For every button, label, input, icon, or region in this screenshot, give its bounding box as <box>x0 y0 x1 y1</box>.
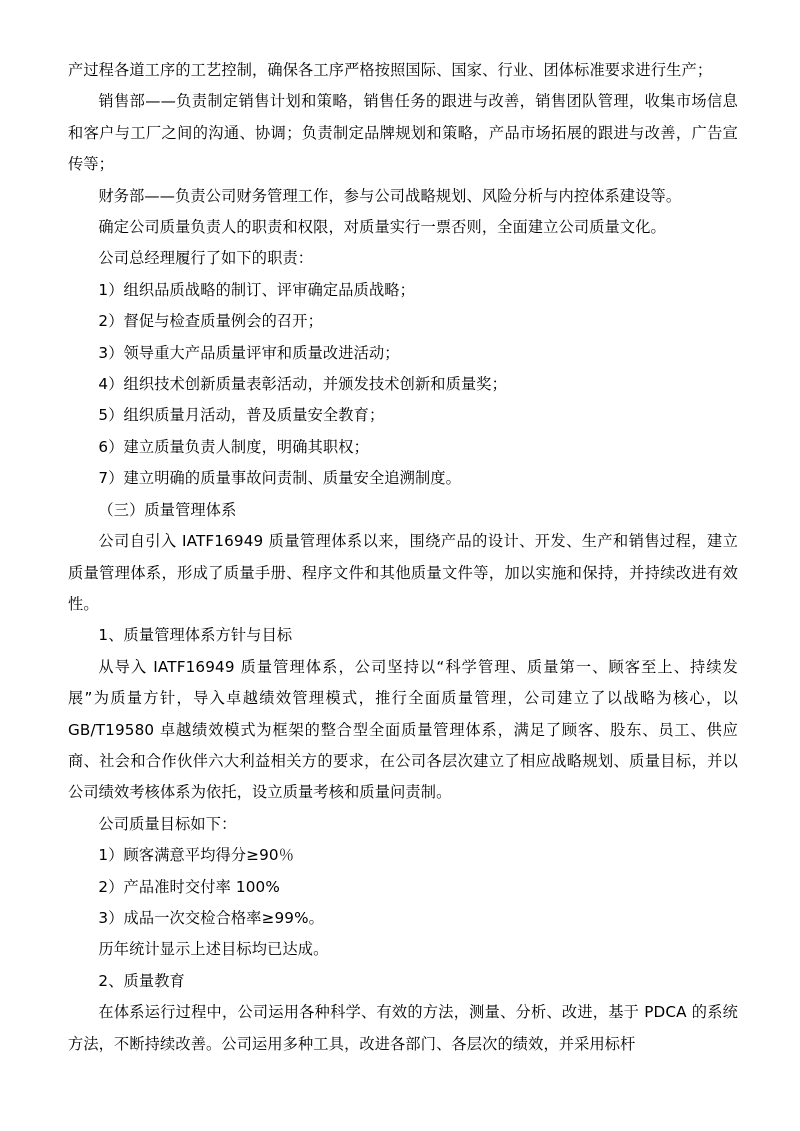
list-item: 2）督促与检查质量例会的召开； <box>98 312 323 331</box>
list-item: 3）成品一次交检合格率≥99%。 <box>98 908 324 927</box>
paragraph-gm-duties-intro: 公司总经理履行了如下的职责： <box>98 249 314 268</box>
paragraph-pdca: 在体系运行过程中，公司运用各种科学、有效的方法，测量、分析、改进，基于 PDCA 的系统方法，不断持续改善。公司运用多种工具，改进各部门、各层次的绩效，并采用标杆 <box>68 1003 738 1053</box>
subsection-heading-quality-education: 2、质量教育 <box>98 971 185 990</box>
list-item: 6）建立质量负责人制度，明确其职权； <box>98 437 369 456</box>
list-item: 1）组织品质战略的制订、评审确定品质战略； <box>98 280 415 299</box>
paragraph-sales-dept: 销售部——负责制定销售计划和策略，销售任务的跟进与改善，销售团队管理，收集市场信息和客户与工厂之间的沟通、协调；负责制定品牌规划和策略，产品市场拓展的跟进与改善，广告宣传等； <box>68 92 738 174</box>
subsection-heading-policy-goals: 1、质量管理体系方针与目标 <box>98 626 293 645</box>
list-item: 1）顾客满意平均得分≥90％ <box>98 846 295 865</box>
paragraph-iatf-intro: 公司自引入 IATF16949 质量管理体系以来，围绕产品的设计、开发、生产和销售过程，建立质量管理体系，形成了质量手册、程序文件和其他质量文件等，加以实施和保持，并持续改进有效性。 <box>68 532 738 613</box>
paragraph-goals-intro: 公司质量目标如下： <box>98 814 237 833</box>
paragraph-quality-policy: 从导入 IATF16949 质量管理体系，公司坚持以“科学管理、质量第一、顾客至上、持续发展”为质量方针，导入卓越绩效管理模式，推行全面质量管理，公司建立了以战略为核心，以 GB/T19580 卓越绩效模式为框架的整合型全面质量管理体系，满足了顾客、股东、员工、供应商、社会和合作伙伴六大利益相关方的要求，在公司各层次建立了相应战略规划、质量目标，并以公司绩效考核体系为依托，设立质量考核和质量问责制。 <box>68 657 738 802</box>
paragraph-continuation: 产过程各道工序的工艺控制，确保各工序严格按照国际、国家、行业、团体标准要求进行生产； <box>68 61 713 79</box>
paragraph-quality-responsibility: 确定公司质量负责人的职责和权限，对质量实行一票否则，全面建立公司质量文化。 <box>98 218 666 237</box>
list-item: 3）领导重大产品质量评审和质量改进活动； <box>98 343 400 362</box>
paragraph-goals-achieved: 历年统计显示上述目标均已达成。 <box>98 940 329 959</box>
list-item: 7）建立明确的质量事故问责制、质量安全追溯制度。 <box>98 469 461 488</box>
list-item: 4）组织技术创新质量表彰活动，并颁发技术创新和质量奖； <box>98 375 507 394</box>
section-heading-quality-system: （三）质量管理体系 <box>98 500 237 519</box>
paragraph-finance-dept: 财务部——负责公司财务管理工作，参与公司战略规划、风险分析与内控体系建设等。 <box>98 186 682 205</box>
document-body <box>68 55 738 1060</box>
list-item: 2）产品准时交付率 100% <box>98 877 280 896</box>
list-item: 5）组织质量月活动，普及质量安全教育； <box>98 406 385 425</box>
